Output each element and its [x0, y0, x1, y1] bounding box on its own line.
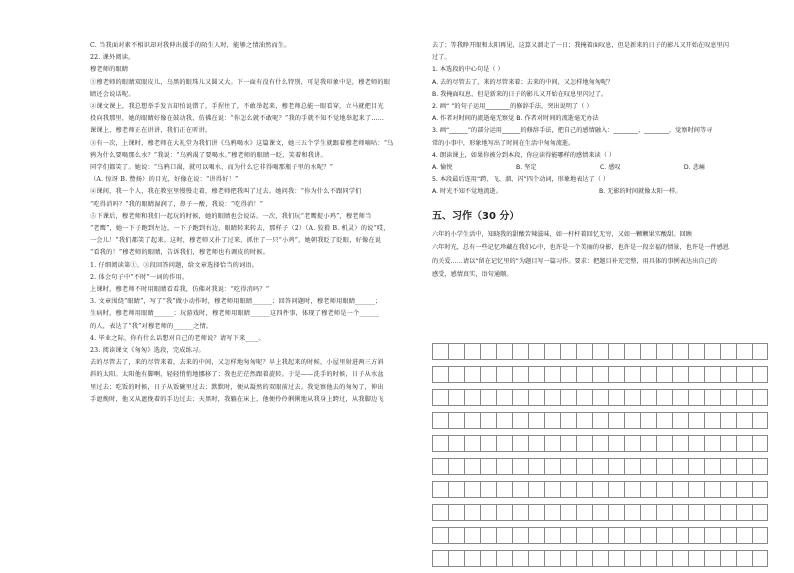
- grid-cell[interactable]: [736, 412, 752, 429]
- grid-cell[interactable]: [448, 389, 464, 406]
- grid-cell[interactable]: [752, 343, 768, 360]
- grid-cell[interactable]: [752, 458, 768, 475]
- grid-cell[interactable]: [720, 527, 736, 544]
- grid-cell[interactable]: [528, 412, 544, 429]
- grid-cell[interactable]: [720, 481, 736, 498]
- grid-cell[interactable]: [480, 504, 496, 521]
- grid-row: [432, 550, 774, 567]
- grid-cell[interactable]: [640, 458, 656, 475]
- grid-cell[interactable]: [496, 527, 512, 544]
- left-column: [90, 40, 415, 406]
- essay-line: 六年时光，总有一些记忆珍藏在我们心中，也许是一个美丽的身影，也许是一段幸福的情景，也许是一件感恩: [432, 244, 729, 252]
- grid-cell[interactable]: [608, 504, 624, 521]
- left-line: （A. 惊讶 B. 赞扬）的目光，好像在说：“讲得好！”: [90, 176, 239, 184]
- grid-cell[interactable]: [624, 481, 640, 498]
- grid-cell[interactable]: [752, 504, 768, 521]
- grid-cell[interactable]: [592, 550, 608, 567]
- grid-cell[interactable]: [672, 504, 688, 521]
- grid-cell[interactable]: [592, 389, 608, 406]
- essay-line: 的关爱……请以“留在记忆里的”为题目写一篇习作。要求：把题目补充完整，用具体的事例表达出自己的: [432, 257, 717, 265]
- right-line: 3. 画“______”的部分运用______的修辞手法，把自己的感情融入：________、________，觉察时间等寻: [432, 127, 713, 135]
- grid-cell[interactable]: [464, 366, 480, 383]
- left-line: 里过去；吃饭的时候，日子从饭碗里过去；默默时，便从凝然的双眼前过去。我觉察他去的匆匆了，伸出: [90, 383, 384, 391]
- grid-cell[interactable]: [496, 412, 512, 429]
- grid-cell[interactable]: [688, 458, 704, 475]
- grid-cell[interactable]: [432, 504, 448, 521]
- grid-cell[interactable]: [736, 504, 752, 521]
- left-line: 同学们都笑了。她说：“乌鸦口渴，就可以喝水，而为什么它非得喝那瓶子里的水呢？”: [90, 164, 334, 172]
- grid-cell[interactable]: [464, 527, 480, 544]
- grid-cell[interactable]: [608, 527, 624, 544]
- grid-cell[interactable]: [528, 527, 544, 544]
- grid-cell[interactable]: [448, 527, 464, 544]
- grid-cell[interactable]: [656, 435, 672, 452]
- grid-cell[interactable]: [624, 504, 640, 521]
- grid-cell[interactable]: [448, 435, 464, 452]
- grid-cell[interactable]: [688, 527, 704, 544]
- grid-cell[interactable]: [736, 435, 752, 452]
- grid-cell[interactable]: [752, 550, 768, 567]
- grid-cell[interactable]: [720, 458, 736, 475]
- grid-cell[interactable]: [624, 458, 640, 475]
- grid-cell[interactable]: [624, 366, 640, 383]
- grid-cell[interactable]: [512, 343, 528, 360]
- grid-cell[interactable]: [512, 412, 528, 429]
- grid-cell[interactable]: [480, 412, 496, 429]
- left-line: 生病时，穆老师用眼睛______；玩游戏时，穆老师用眼睛______这四件事，体现了穆老师是一个______: [90, 310, 380, 318]
- grid-cell[interactable]: [688, 412, 704, 429]
- grid-cell[interactable]: [640, 550, 656, 567]
- grid-cell[interactable]: [720, 389, 736, 406]
- q5-text: 5. 本段最后连用“跨、飞、溜、闪”四个动词，形象地表达了（ ）: [432, 176, 610, 184]
- grid-cell[interactable]: [704, 504, 720, 521]
- grid-cell[interactable]: [480, 481, 496, 498]
- left-line: ⑤下课后，穆老师和我们一起玩的时候，她的眼睛也会说话。一次，我们玩“老鹰捉小鸡”，穆老师当: [90, 212, 372, 220]
- grid-cell[interactable]: [544, 458, 560, 475]
- essay-line: 六年的小学生活中，知晓我的甜酸苦辣滋味，如一杆杆着回忆无穷，又如一颗颗果实酸甜。回顾: [432, 230, 692, 238]
- left-line: 的人，表达了“我”对穆老师的______之情。: [90, 322, 213, 330]
- grid-cell[interactable]: [640, 481, 656, 498]
- grid-cell[interactable]: [720, 550, 736, 567]
- grid-cell[interactable]: [432, 527, 448, 544]
- left-line: 课课上，穆老师正在讲讲，我们正在听讲。: [90, 127, 212, 135]
- grid-cell[interactable]: [704, 550, 720, 567]
- grid-cell[interactable]: [688, 504, 704, 521]
- grid-cell[interactable]: [480, 458, 496, 475]
- grid-cell[interactable]: [480, 435, 496, 452]
- left-line: 斜的太阳。太阳他有脚啊，轻轻悄悄地挪移了；我也茫茫然跟着旋转。于是——洗手的时候，日子从水盆: [90, 371, 384, 379]
- grid-cell[interactable]: [672, 550, 688, 567]
- grid-cell[interactable]: [544, 435, 560, 452]
- left-line: ②课文课上，我总想举手发言却怕说错了，手捏住了，不敢举起来，穆老师总能一眼看穿，立马就把目光: [90, 103, 384, 111]
- left-line: 23. 阅读课文《匆匆》选段，完成练习。: [90, 347, 205, 355]
- grid-cell[interactable]: [432, 343, 448, 360]
- grid-cell[interactable]: [560, 481, 576, 498]
- grid-cell[interactable]: [560, 435, 576, 452]
- left-line: “吃得消吗？”我的眼睛湿润了，鼻子一酸，我说：“吃得消！”: [90, 200, 264, 208]
- grid-cell[interactable]: [608, 343, 624, 360]
- left-line: 穆老师的眼睛: [90, 66, 129, 74]
- grid-cell[interactable]: [704, 481, 720, 498]
- q4-option-b: B. 坚定: [515, 164, 537, 172]
- grid-cell[interactable]: [544, 366, 560, 383]
- grid-cell[interactable]: [624, 412, 640, 429]
- section-title: 五、习作（30 分）: [432, 210, 520, 222]
- grid-cell[interactable]: [736, 458, 752, 475]
- grid-cell[interactable]: [560, 412, 576, 429]
- grid-cell[interactable]: [656, 527, 672, 544]
- grid-cell[interactable]: [448, 481, 464, 498]
- grid-cell[interactable]: [560, 527, 576, 544]
- left-line: C. 当我面对素不相识却对我伸出援手的陌生人时，能够之情油然而生。: [90, 42, 291, 49]
- grid-cell[interactable]: [672, 458, 688, 475]
- grid-cell[interactable]: [576, 527, 592, 544]
- grid-cell[interactable]: [560, 504, 576, 521]
- writing-grid[interactable]: [432, 343, 774, 573]
- grid-cell[interactable]: [736, 343, 752, 360]
- grid-cell[interactable]: [432, 435, 448, 452]
- grid-cell[interactable]: [688, 366, 704, 383]
- grid-row: [432, 412, 774, 429]
- grid-cell[interactable]: [752, 366, 768, 383]
- grid-cell[interactable]: [432, 412, 448, 429]
- grid-cell[interactable]: [592, 435, 608, 452]
- grid-cell[interactable]: [656, 389, 672, 406]
- grid-cell[interactable]: [656, 481, 672, 498]
- grid-cell[interactable]: [528, 458, 544, 475]
- grid-cell[interactable]: [512, 389, 528, 406]
- grid-cell[interactable]: [688, 435, 704, 452]
- grid-cell[interactable]: [672, 435, 688, 452]
- grid-cell[interactable]: [544, 412, 560, 429]
- grid-cell[interactable]: [752, 481, 768, 498]
- grid-cell[interactable]: [528, 435, 544, 452]
- grid-cell[interactable]: [464, 458, 480, 475]
- grid-cell[interactable]: [512, 481, 528, 498]
- grid-cell[interactable]: [640, 504, 656, 521]
- grid-cell[interactable]: [720, 435, 736, 452]
- grid-cell[interactable]: [592, 504, 608, 521]
- grid-cell[interactable]: [560, 343, 576, 360]
- grid-cell[interactable]: [448, 366, 464, 383]
- grid-cell[interactable]: [752, 412, 768, 429]
- grid-cell[interactable]: [704, 389, 720, 406]
- grid-cell[interactable]: [624, 550, 640, 567]
- grid-cell[interactable]: [464, 343, 480, 360]
- essay-line: 感受，感情真实，语句通顺。: [432, 271, 513, 279]
- grid-cell[interactable]: [464, 481, 480, 498]
- grid-cell[interactable]: [560, 458, 576, 475]
- grid-cell[interactable]: [544, 389, 560, 406]
- grid-cell[interactable]: [592, 481, 608, 498]
- right-line: A. 去的尽管去了，来的尽管来着；去来的中间，又怎样地匆匆呢？: [432, 78, 614, 86]
- right-line: A. 作者对时间的流逝毫无察觉 B. 作者对时间的流逝毫无办法: [432, 115, 599, 123]
- left-line: 3. 文章围绕“眼睛”，写了“我”做小动作时，穆老师用眼睛______；回答问题时，穆老师用眼睛______；: [90, 298, 382, 306]
- grid-cell[interactable]: [448, 550, 464, 567]
- grid-cell[interactable]: [656, 412, 672, 429]
- left-line: 鸦为什么要喝那么水？”我说：“乌鸦渴了要喝水。”穆老师的眼睛一眨，笑着和我讲。: [90, 151, 327, 159]
- grid-row: [432, 389, 774, 406]
- grid-cell[interactable]: [448, 343, 464, 360]
- grid-cell[interactable]: [736, 481, 752, 498]
- grid-cell[interactable]: [448, 412, 464, 429]
- grid-cell[interactable]: [448, 504, 464, 521]
- grid-cell[interactable]: [480, 366, 496, 383]
- grid-cell[interactable]: [592, 412, 608, 429]
- q5-option-a: A. 时光不知不觉地流逝。: [432, 188, 502, 196]
- q4-option-d: D. 悲痛: [683, 164, 705, 172]
- q5-options: [432, 186, 762, 198]
- grid-cell[interactable]: [432, 366, 448, 383]
- right-line: 过了。: [432, 54, 451, 62]
- left-line: 手遮挽时，他又从遮挽着的手边过去；天黑时，我躺在床上，他便伶伶俐俐地从我身上跨过，从我脚边飞: [90, 395, 384, 403]
- grid-cell[interactable]: [576, 458, 592, 475]
- grid-cell[interactable]: [480, 527, 496, 544]
- grid-cell[interactable]: [512, 527, 528, 544]
- grid-cell[interactable]: [496, 435, 512, 452]
- grid-cell[interactable]: [496, 366, 512, 383]
- grid-cell[interactable]: [720, 366, 736, 383]
- grid-cell[interactable]: [576, 366, 592, 383]
- grid-cell[interactable]: [432, 481, 448, 498]
- grid-cell[interactable]: [608, 412, 624, 429]
- left-line: 睛还会说话呢。: [90, 90, 135, 98]
- grid-cell[interactable]: [608, 481, 624, 498]
- left-line: 22. 课外阅读。: [90, 54, 135, 62]
- grid-cell[interactable]: [480, 343, 496, 360]
- grid-cell[interactable]: [528, 343, 544, 360]
- grid-cell[interactable]: [576, 389, 592, 406]
- right-line: 4. 朗读课上，如果你被分到本段，你应读得能哪样的感情来读（ ）: [432, 151, 616, 159]
- grid-row: [432, 435, 774, 452]
- grid-cell[interactable]: [704, 343, 720, 360]
- grid-cell[interactable]: [736, 550, 752, 567]
- grid-cell[interactable]: [720, 412, 736, 429]
- grid-row: [432, 481, 774, 498]
- grid-cell[interactable]: [560, 389, 576, 406]
- grid-cell[interactable]: [544, 343, 560, 360]
- grid-cell[interactable]: [464, 435, 480, 452]
- grid-cell[interactable]: [608, 550, 624, 567]
- grid-cell[interactable]: [656, 550, 672, 567]
- grid-cell[interactable]: [496, 389, 512, 406]
- grid-cell[interactable]: [640, 527, 656, 544]
- grid-row: [432, 366, 774, 383]
- grid-cell[interactable]: [656, 366, 672, 383]
- grid-cell[interactable]: [576, 435, 592, 452]
- left-line: 4. 毕业之际，你有什么话想对自己的老师说？请写下来____。: [90, 334, 265, 342]
- grid-cell[interactable]: [656, 504, 672, 521]
- grid-cell[interactable]: [528, 389, 544, 406]
- grid-cell[interactable]: [512, 504, 528, 521]
- q5-option-b: B. 无影的时间就像太阳一样。: [598, 188, 682, 196]
- q4-option-c: C. 感叹: [599, 164, 621, 172]
- grid-cell[interactable]: [720, 504, 736, 521]
- grid-cell[interactable]: [640, 412, 656, 429]
- grid-cell[interactable]: [432, 389, 448, 406]
- grid-cell[interactable]: [640, 389, 656, 406]
- grid-cell[interactable]: [752, 389, 768, 406]
- grid-cell[interactable]: [496, 550, 512, 567]
- grid-cell[interactable]: [592, 366, 608, 383]
- grid-cell[interactable]: [736, 527, 752, 544]
- q4-options: [432, 162, 762, 174]
- left-line: “老鹰”，她一下子跑到左边，一下子跑到右边，眼睛转来转去，那样子（2）（A. 狡猾 B. 机灵）的说“哎，: [90, 225, 390, 233]
- grid-cell[interactable]: [560, 550, 576, 567]
- grid-cell[interactable]: [592, 458, 608, 475]
- grid-cell[interactable]: [704, 366, 720, 383]
- grid-cell[interactable]: [704, 458, 720, 475]
- grid-cell[interactable]: [704, 435, 720, 452]
- grid-cell[interactable]: [688, 481, 704, 498]
- grid-cell[interactable]: [688, 389, 704, 406]
- grid-cell[interactable]: [736, 389, 752, 406]
- left-line: ④课间，我一个人，我在教室里慢慢走着，穆老师把我叫了过去。她问我：“你为什么不跟同学们: [90, 188, 362, 196]
- essay-prompt: [432, 228, 762, 282]
- grid-cell[interactable]: [640, 343, 656, 360]
- grid-cell[interactable]: [464, 550, 480, 567]
- left-line: 投向我那里，她的眼睛好像在鼓动我，仿佛在说：“你怎么就不敢呢？”我的手就不知不觉地举起来了……: [90, 115, 385, 123]
- grid-row: [432, 343, 774, 360]
- grid-cell[interactable]: [624, 435, 640, 452]
- grid-cell[interactable]: [432, 458, 448, 475]
- grid-cell[interactable]: [496, 481, 512, 498]
- grid-cell[interactable]: [576, 504, 592, 521]
- grid-row: [432, 458, 774, 475]
- grid-cell[interactable]: [672, 343, 688, 360]
- grid-cell[interactable]: [528, 504, 544, 521]
- grid-cell[interactable]: [624, 343, 640, 360]
- grid-cell[interactable]: [624, 389, 640, 406]
- grid-cell[interactable]: [672, 527, 688, 544]
- grid-row: [432, 527, 774, 544]
- grid-cell[interactable]: [672, 389, 688, 406]
- left-line: 一会儿！”我们都笑了起来。这时，穆老师又扑了过来，抓住了一只“小鸡”，她朝我眨了眨眼，好像在说: [90, 237, 382, 245]
- grid-cell[interactable]: [464, 389, 480, 406]
- left-line: ①穆老师的眼睛双眼皮儿，乌黑的眼珠儿又圆又大。下一面有没有什么特别，可是我印象中是，穆老师的眼: [90, 78, 391, 86]
- right-line: B. 我掩面叹息，但是新来的日子的影儿又开始在叹息里闪过了。: [432, 90, 608, 98]
- grid-cell[interactable]: [608, 389, 624, 406]
- grid-cell[interactable]: [544, 527, 560, 544]
- grid-cell[interactable]: [496, 504, 512, 521]
- left-line: 去的尽管去了，来的尽管来着，去来的中间，又怎样地匆匆呢？早上我起来的时候，小屋里射进两三方斜: [90, 359, 384, 367]
- grid-cell[interactable]: [576, 481, 592, 498]
- grid-cell[interactable]: [512, 435, 528, 452]
- left-line: ③有一次，上课时，穆老师在大礼堂为我们讲《乌鸦喝水》这篇课文，她三五个学生就跟着穆老师嘀咕：“乌: [90, 139, 394, 147]
- right-line: 去了；等我睁开眼和太阳再见，这算又溜走了一日；我掩着面叹息，但是新来的日子的影儿又开始在叹息里闪: [432, 42, 729, 49]
- grid-cell[interactable]: [688, 343, 704, 360]
- grid-cell[interactable]: [736, 366, 752, 383]
- grid-cell[interactable]: [592, 343, 608, 360]
- grid-cell[interactable]: [576, 550, 592, 567]
- grid-cell[interactable]: [704, 527, 720, 544]
- right-line: 常的小事中，形象地写出了时间在生活中匆匆流逝。: [432, 139, 575, 147]
- grid-cell[interactable]: [704, 412, 720, 429]
- grid-cell[interactable]: [528, 550, 544, 567]
- grid-cell[interactable]: [480, 389, 496, 406]
- left-line: 上课时，穆老师不时用眼睛看看我，仿佛对我说：“吃得消吗？”: [90, 286, 270, 294]
- grid-cell[interactable]: [432, 550, 448, 567]
- grid-cell[interactable]: [528, 481, 544, 498]
- grid-row: [432, 504, 774, 521]
- grid-cell[interactable]: [608, 458, 624, 475]
- grid-cell[interactable]: [656, 343, 672, 360]
- right-line: 1. 本选段的中心句是（ ）: [432, 66, 504, 74]
- grid-cell[interactable]: [608, 435, 624, 452]
- grid-cell[interactable]: [720, 343, 736, 360]
- grid-cell[interactable]: [528, 366, 544, 383]
- grid-cell[interactable]: [480, 550, 496, 567]
- grid-cell[interactable]: [544, 481, 560, 498]
- grid-cell[interactable]: [592, 527, 608, 544]
- grid-cell[interactable]: [688, 550, 704, 567]
- grid-cell[interactable]: [544, 504, 560, 521]
- grid-cell[interactable]: [640, 435, 656, 452]
- grid-cell[interactable]: [624, 527, 640, 544]
- grid-cell[interactable]: [640, 366, 656, 383]
- grid-cell[interactable]: [448, 458, 464, 475]
- grid-cell[interactable]: [496, 458, 512, 475]
- grid-cell[interactable]: [672, 412, 688, 429]
- grid-cell[interactable]: [576, 343, 592, 360]
- grid-cell[interactable]: [672, 366, 688, 383]
- left-line: 2. 体会句子中“不时”一词的作用。: [90, 273, 189, 281]
- reading-questions: [432, 40, 762, 162]
- grid-cell[interactable]: [672, 481, 688, 498]
- grid-cell[interactable]: [544, 550, 560, 567]
- q5-prompt: [432, 174, 762, 186]
- q4-option-a: A. 愉悦: [432, 164, 453, 172]
- grid-cell[interactable]: [464, 412, 480, 429]
- grid-cell[interactable]: [656, 458, 672, 475]
- grid-cell[interactable]: [752, 527, 768, 544]
- left-line: 1. 仔细阅读第①、③段回答问题，给文章选择恰当的词语。: [90, 261, 259, 269]
- right-column: [432, 40, 762, 282]
- grid-cell[interactable]: [512, 366, 528, 383]
- grid-cell[interactable]: [608, 366, 624, 383]
- right-line: 2. 画“ ”的句子运用________的修辞手法，突出说明了（ ）: [432, 103, 593, 111]
- left-line: “看我的！”穆老师的眼睛，告诉我们，穆老师也有调皮的时候。: [90, 249, 270, 257]
- grid-cell[interactable]: [496, 343, 512, 360]
- grid-cell[interactable]: [464, 504, 480, 521]
- grid-cell[interactable]: [560, 366, 576, 383]
- grid-cell[interactable]: [576, 412, 592, 429]
- grid-cell[interactable]: [512, 550, 528, 567]
- grid-cell[interactable]: [512, 458, 528, 475]
- grid-cell[interactable]: [752, 435, 768, 452]
